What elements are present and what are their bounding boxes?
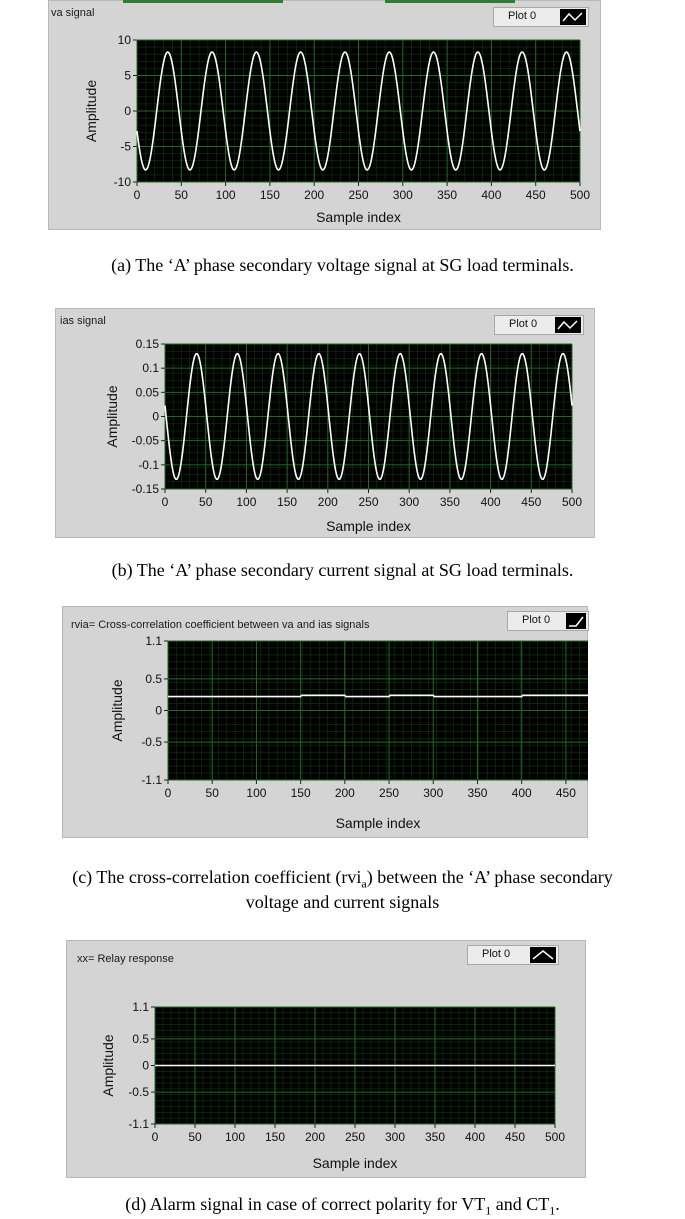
- y-axis-label: Amplitude: [104, 385, 120, 448]
- legend-label: Plot 0: [522, 614, 551, 626]
- y-tick-label: 0: [155, 703, 162, 718]
- x-tick-label: 100: [215, 188, 236, 202]
- x-tick-label: 300: [384, 1130, 406, 1144]
- y-tick-label: -0.05: [131, 433, 159, 448]
- x-tick-label: 0: [133, 188, 141, 202]
- x-tick-label: 250: [379, 786, 400, 800]
- y-tick-label: 0.05: [135, 385, 159, 400]
- caption-d-text: (d) Alarm signal in case of correct polarity for VT: [125, 1194, 486, 1214]
- y-tick-label: 1.1: [145, 634, 162, 648]
- x-tick-label: 500: [561, 495, 583, 509]
- x-tick-label: 500: [569, 188, 591, 202]
- x-tick-label: 300: [399, 495, 420, 509]
- legend-label: Plot 0: [508, 10, 537, 22]
- caption-d: [0, 1194, 685, 1219]
- x-tick-label: 100: [236, 495, 257, 509]
- y-axis-label: Amplitude: [83, 79, 99, 143]
- y-tick-label: -10: [113, 175, 131, 189]
- x-tick-label: 0: [164, 786, 172, 800]
- caption-d-sub1: 1: [485, 1203, 492, 1218]
- x-tick-label: 150: [264, 1130, 286, 1144]
- x-tick-label: 50: [205, 786, 219, 800]
- x-tick-label: 350: [439, 495, 460, 509]
- x-tick-label: 350: [437, 188, 458, 202]
- y-tick-label: -1.1: [141, 773, 162, 787]
- x-tick-label: 250: [358, 495, 379, 509]
- caption-c-text: (c) The cross-correlation coefficient (rvi: [72, 867, 362, 887]
- caption-c-sub: a: [361, 876, 367, 891]
- x-tick-label: 350: [467, 786, 488, 800]
- x-tick-label: 250: [348, 188, 369, 202]
- x-tick-label: 100: [246, 786, 267, 800]
- x-tick-label: 250: [344, 1130, 366, 1144]
- caption-b: (b) The ‘A’ phase secondary current signal at SG load terminals.: [111, 560, 574, 580]
- panel-title: rvia= Cross-correlation coefficient between va and ias signals: [71, 619, 370, 631]
- y-tick-label: -1.1: [128, 1117, 149, 1131]
- x-tick-label: 450: [521, 495, 542, 509]
- x-tick-label: 100: [224, 1130, 246, 1144]
- y-tick-label: 0: [142, 1058, 149, 1073]
- x-tick-label: 450: [555, 786, 576, 800]
- x-tick-label: 400: [481, 188, 502, 202]
- y-tick-label: -5: [120, 139, 131, 154]
- x-tick-label: 50: [174, 188, 188, 202]
- y-tick-label: 10: [117, 33, 131, 47]
- x-tick-label: 0: [161, 495, 169, 509]
- x-axis-label: Sample index: [335, 815, 421, 831]
- x-axis-label: Sample index: [326, 518, 411, 534]
- caption-d-mid: and CT: [491, 1194, 550, 1214]
- y-tick-label: 0.5: [145, 671, 162, 686]
- y-tick-label: 0.15: [135, 337, 159, 351]
- x-tick-label: 400: [480, 495, 501, 509]
- caption-a: (a) The ‘A’ phase secondary voltage signal at SG load terminals.: [111, 255, 574, 275]
- caption-d-sub2: 1: [549, 1203, 556, 1218]
- x-tick-label: 450: [525, 188, 546, 202]
- x-tick-label: 450: [504, 1130, 526, 1144]
- panel-title: va signal: [51, 7, 95, 19]
- y-tick-label: 5: [124, 68, 131, 83]
- caption-d-end: .: [555, 1194, 560, 1214]
- x-tick-label: 400: [511, 786, 532, 800]
- x-tick-label: 300: [392, 188, 413, 202]
- legend-label: Plot 0: [482, 948, 511, 960]
- y-tick-label: -0.15: [131, 482, 159, 496]
- x-tick-label: 350: [424, 1130, 446, 1144]
- y-tick-label: -0.5: [141, 735, 162, 750]
- y-tick-label: 0: [124, 104, 131, 118]
- x-tick-label: 200: [334, 786, 355, 800]
- x-tick-label: 150: [277, 495, 298, 509]
- x-tick-label: 200: [304, 188, 325, 202]
- x-tick-label: 200: [317, 495, 338, 509]
- y-tick-label: 1.1: [132, 1000, 149, 1014]
- y-axis-label: Amplitude: [109, 679, 125, 742]
- caption-c-text-end: ) between the ‘A’ phase secondary: [366, 867, 613, 887]
- x-tick-label: 150: [290, 786, 311, 800]
- y-tick-label: 0.5: [132, 1031, 149, 1046]
- x-tick-label: 500: [544, 1130, 566, 1144]
- x-tick-label: 50: [199, 495, 213, 509]
- y-tick-label: 0: [152, 409, 159, 424]
- x-tick-label: 50: [188, 1130, 202, 1144]
- panel-title: ias signal: [60, 315, 106, 327]
- y-tick-label: -0.1: [138, 457, 159, 472]
- y-tick-label: 0.1: [142, 361, 159, 376]
- x-axis-label: Sample index: [316, 209, 401, 225]
- x-tick-label: 0: [151, 1130, 159, 1144]
- caption-c-line2: voltage and current signals: [245, 892, 440, 912]
- y-axis-label: Amplitude: [100, 1034, 116, 1097]
- x-tick-label: 300: [423, 786, 444, 800]
- legend-label: Plot 0: [509, 318, 538, 330]
- y-tick-label: -0.5: [128, 1085, 149, 1100]
- x-tick-label: 400: [464, 1130, 486, 1144]
- x-tick-label: 200: [304, 1130, 326, 1144]
- panel-title: xx= Relay response: [77, 953, 174, 965]
- x-tick-label: 150: [259, 188, 280, 202]
- x-axis-label: Sample index: [312, 1155, 398, 1171]
